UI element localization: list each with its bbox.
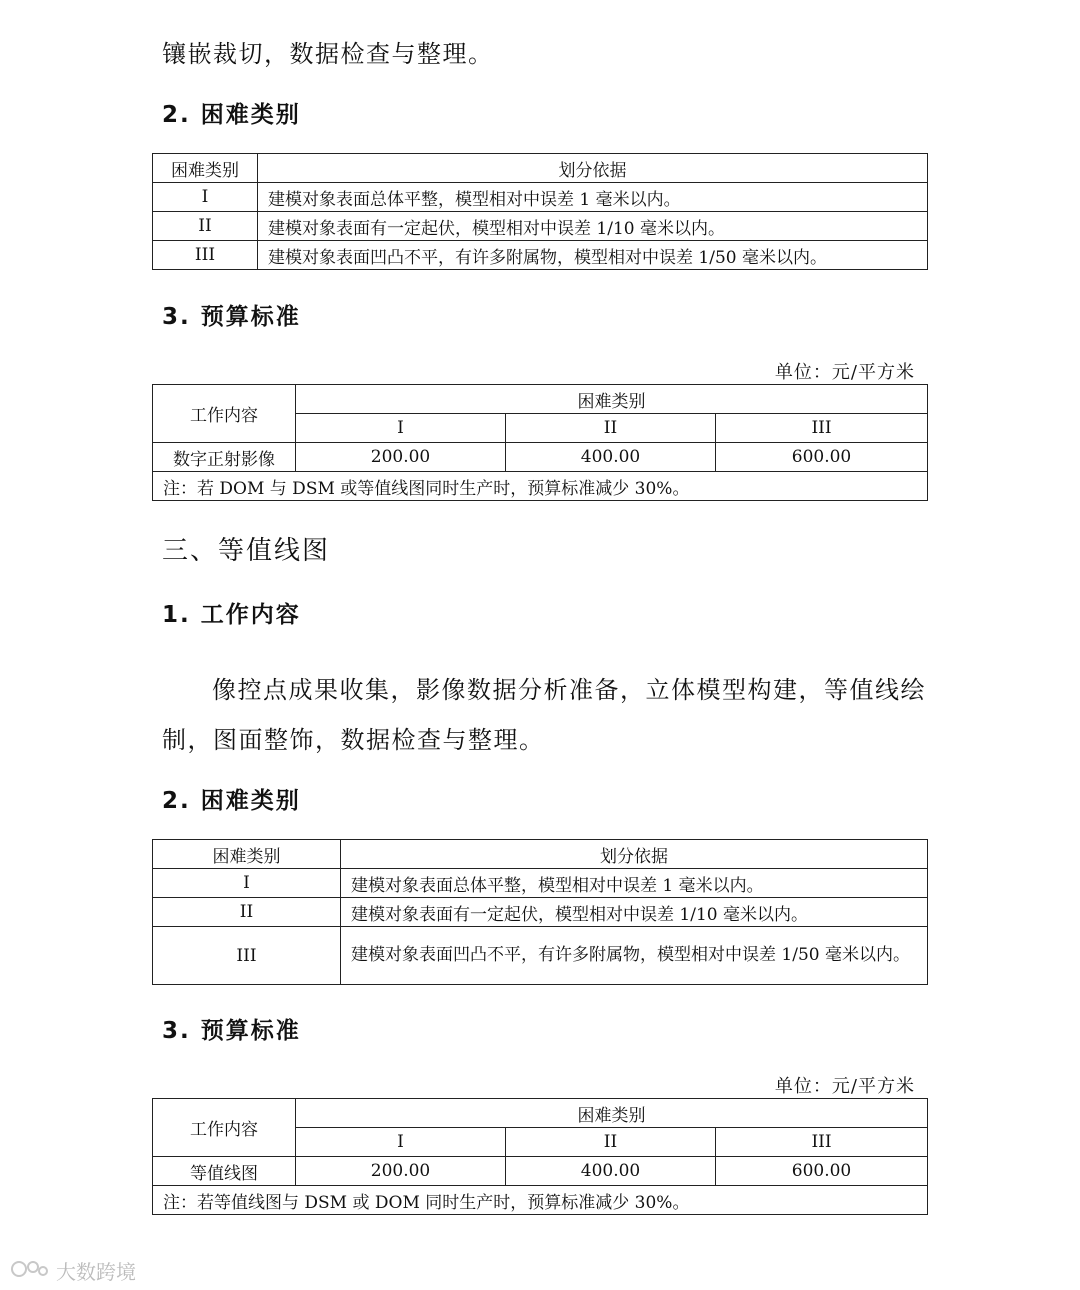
table-row: [153, 241, 928, 270]
difficulty-table: [152, 839, 928, 985]
level-cell: III: [153, 241, 258, 270]
level-header: I: [296, 1128, 506, 1157]
level-cell: I: [153, 869, 341, 898]
difficulty-header: 困难类别: [296, 385, 928, 414]
watermark-logo-icon: [10, 1258, 50, 1284]
watermark-text: 大数跨境: [56, 1260, 136, 1284]
level-cell: II: [153, 898, 341, 927]
difficulty-header: 困难类别: [296, 1099, 928, 1128]
header-cell: 划分依据: [341, 840, 928, 869]
unit-label: 单位：元/平方米: [774, 362, 915, 383]
value-cell: 600.00: [716, 443, 928, 472]
table-row: [153, 212, 928, 241]
watermark: [10, 1256, 136, 1285]
budget-heading: 3. 预算标准: [162, 304, 301, 330]
value-cell: 200.00: [296, 443, 506, 472]
table-header-row: [153, 154, 928, 183]
value-cell: 400.00: [506, 443, 716, 472]
criteria-cell: 建模对象表面凹凸不平，有许多附属物，模型相对中误差 1/50 毫米以内。: [258, 241, 928, 270]
item-cell: 等值线图: [153, 1157, 296, 1186]
table-row: [153, 927, 928, 985]
table-row: [153, 183, 928, 212]
work-heading: 1. 工作内容: [162, 602, 301, 628]
table-row: [153, 443, 928, 472]
level-cell: I: [153, 183, 258, 212]
difficulty-heading: 2. 困难类别: [162, 102, 301, 128]
work-content-header: 工作内容: [153, 1099, 296, 1157]
value-cell: 600.00: [716, 1157, 928, 1186]
work-paragraph-line2: 制，图面整饰，数据检查与整理。: [162, 726, 545, 754]
table-note: 注：若等值线图与 DSM 或 DOM 同时生产时，预算标准减少 30%。: [153, 1186, 928, 1215]
criteria-cell: 建模对象表面凹凸不平，有许多附属物，模型相对中误差 1/50 毫米以内。: [341, 927, 928, 985]
budget-table: [152, 1098, 928, 1215]
item-cell: 数字正射影像: [153, 443, 296, 472]
header-cell: 划分依据: [258, 154, 928, 183]
difficulty-table: [152, 153, 928, 270]
criteria-cell: 建模对象表面有一定起伏，模型相对中误差 1/10 毫米以内。: [258, 212, 928, 241]
work-content-header: 工作内容: [153, 385, 296, 443]
level-header: II: [506, 414, 716, 443]
table-header-row: [153, 840, 928, 869]
header-cell: 困难类别: [153, 154, 258, 183]
unit-label: 单位：元/平方米: [774, 1076, 915, 1097]
budget-heading: 3. 预算标准: [162, 1018, 301, 1044]
criteria-cell: 建模对象表面总体平整，模型相对中误差 1 毫米以内。: [341, 869, 928, 898]
budget-table: [152, 384, 928, 501]
level-header: I: [296, 414, 506, 443]
intro-paragraph-tail: 镶嵌裁切，数据检查与整理。: [162, 40, 494, 68]
table-row: [153, 869, 928, 898]
value-cell: 200.00: [296, 1157, 506, 1186]
level-header: II: [506, 1128, 716, 1157]
difficulty-heading: 2. 困难类别: [162, 788, 301, 814]
work-paragraph-line1: 像控点成果收集，影像数据分析准备，立体模型构建，等值线绘: [212, 676, 926, 704]
criteria-cell: 建模对象表面有一定起伏，模型相对中误差 1/10 毫米以内。: [341, 898, 928, 927]
section-title: 三、等值线图: [162, 536, 331, 566]
value-cell: 400.00: [506, 1157, 716, 1186]
table-row: [153, 1157, 928, 1186]
table-note: 注：若 DOM 与 DSM 或等值线图同时生产时，预算标准减少 30%。: [153, 472, 928, 501]
criteria-cell: 建模对象表面总体平整，模型相对中误差 1 毫米以内。: [258, 183, 928, 212]
level-header: III: [716, 414, 928, 443]
table-row: [153, 898, 928, 927]
level-cell: III: [153, 927, 341, 985]
level-header: III: [716, 1128, 928, 1157]
header-cell: 困难类别: [153, 840, 341, 869]
level-cell: II: [153, 212, 258, 241]
